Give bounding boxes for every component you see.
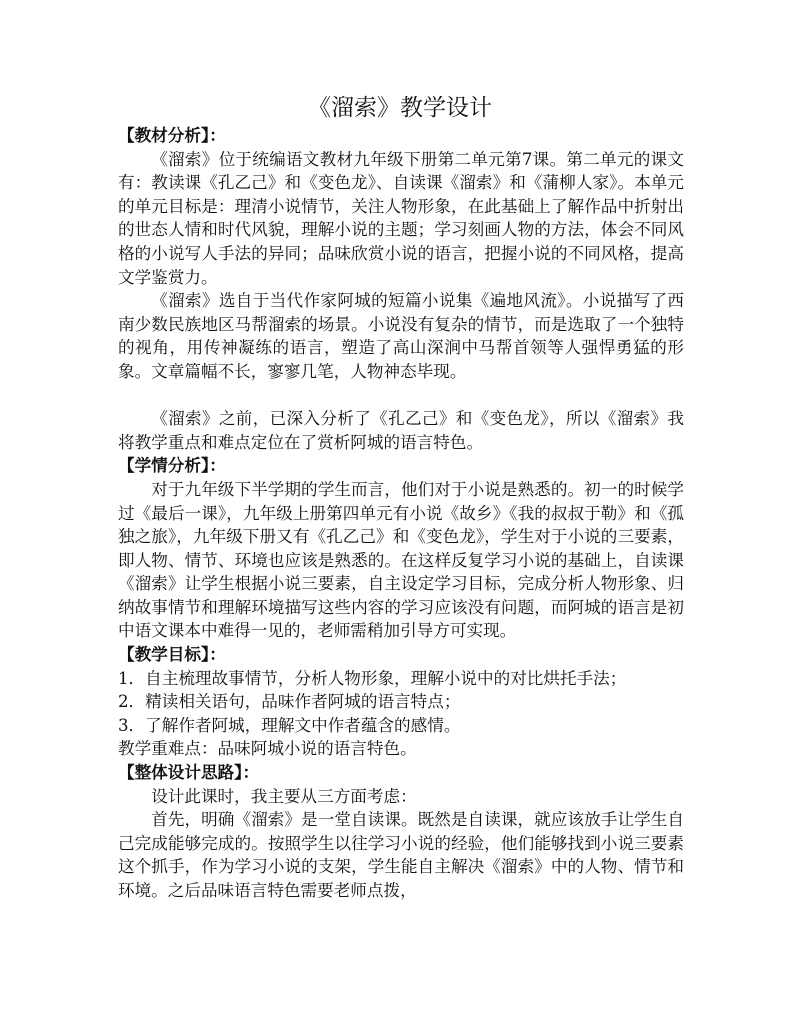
blank-line (118, 384, 684, 408)
paragraph: 《溜索》之前，已深入分析了《孔乙己》和《变色龙》，所以《溜索》我将教学重点和难点定位在了赏析阿城的语言特色。 (118, 409, 684, 452)
goal-item: 2．精读相关语句，品味作者阿城的语言特点； (118, 692, 461, 712)
paragraph: 对于九年级下半学期的学生而言，他们对于小说是熟悉的。初一的时候学过《最后一课》，九年级上册第四单元有小说《故乡》《我的叔叔于勒》和《孤独之旅》，九年级下册又有《孔乙己》和《变色龙》，学生对于小说的三要素，即人物、情节、环境也应该是熟悉的。在这样反复学习小说的基础上，自读课《溜索》让学生根据小说三要素，自主设定学习目标，完成分析人物形象、归纳故事情节和理解环境描写这些内容的学习应该没有问题，而阿城的语言是初中语文课本中难得一见的，老师需稍加引导方可实现。 (118, 479, 684, 641)
document-title: 《溜索》教学设计 (308, 95, 492, 121)
goal-item: 1．自主梳理故事情节，分析人物形象，理解小说中的对比烘托手法； (118, 668, 627, 688)
section-heading-textbook-analysis: 【教材分析】： (118, 126, 226, 145)
section-heading-design-approach: 【整体设计思路】： (118, 763, 260, 783)
paragraph: 设计此课时，我主要从三方面考虑： (151, 786, 417, 806)
key-difficulty: 教学重难点：品味阿城小说的语言特色。 (118, 739, 417, 759)
paragraph: 《溜索》位于统编语文教材九年级下册第二单元第7课。第二单元的课文有：教读课《孔乙己》和《变色龙》、自读课《溜索》和《蒲柳人家》。本单元的单元目标是：理清小说情节，关注人物形象，在此基础上了解作品中折射出的世态人情和时代风貌，理解小说的主题；学习刻画人物的方法，体会不同风格的小说写人手法的异同；品味欣赏小说的语言，把握小说的不同风格，提高文学鉴赏力。 (118, 149, 684, 287)
document-body (118, 124, 684, 903)
section-heading-learner-analysis: 【学情分析】： (118, 456, 226, 476)
paragraph: 《溜索》选自于当代作家阿城的短篇小说集《遍地风流》。小说描写了西南少数民族地区马帮溜索的场景。小说没有复杂的情节，而是选取了一个独特的视角，用传神凝练的语言，塑造了高山深涧中马帮首领等人强悍勇猛的形象。文章篇幅不长，寥寥几笔，人物神态毕现。 (118, 291, 684, 381)
section-heading-teaching-goals: 【教学目标】： (118, 645, 226, 665)
paragraph: 首先，明确《溜索》是一堂自读课。既然是自读课，就应该放手让学生自己完成能够完成的。按照学生以往学习小说的经验，他们能够找到小说三要素这个抓手，作为学习小说的支架，学生能自主解决《溜索》中的人物、情节和环境。之后品味语言特色需要老师点拨， (118, 810, 684, 900)
goal-item: 3．了解作者阿城，理解文中作者蕴含的感情。 (118, 715, 461, 735)
